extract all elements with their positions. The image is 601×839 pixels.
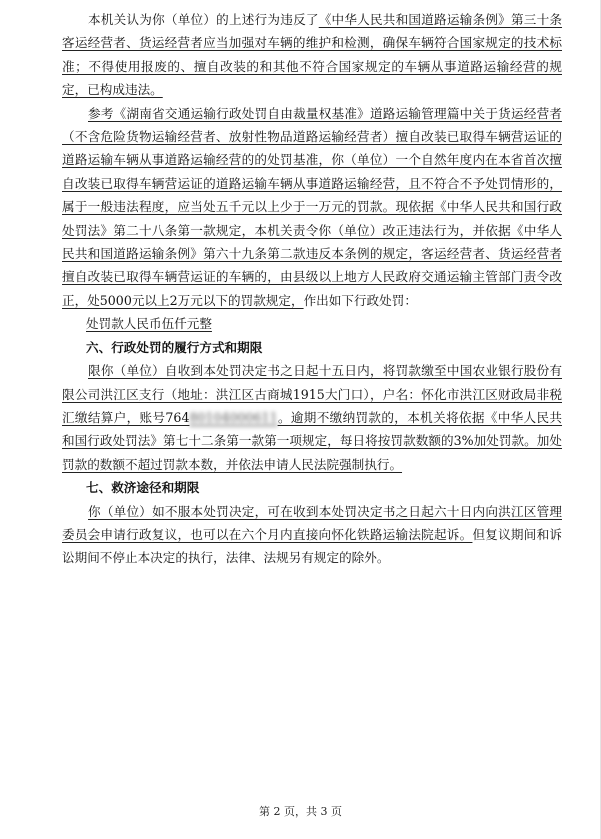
masked-account-number: 80104000611 [189,409,278,425]
penalty-amount: 处罚款人民币伍仟元整 [86,316,212,332]
paragraph-remedy [62,500,562,570]
paragraph-payment [62,359,562,476]
paragraph-violation [62,8,562,102]
remedy-text: 你（单位）如不服本处罚决定，可在收到本处罚决定书之日起六十日内向洪江区管理委员会申请行政复议，也可以在六个月内直接向怀化铁路运输法院起诉。 [62,503,562,542]
page-number-footer: 第 2 页，共 3 页 [259,805,342,818]
paragraph-basis [62,102,562,313]
document-body [62,8,562,570]
payment-text: 限你（单位）自收到本处罚决定书之日起十五日内，将罚款缴至中国农业银行股份有限公司洪江区支行（地址：洪江区古商城1915大门口），户名：怀化市洪江区财政局非税汇缴结算户，账号764 [62,363,562,425]
violation-text: 本机关认为你（单位）的上述行为违反了 [88,12,319,27]
section-6-heading: 六、行政处罚的履行方式和期限 [86,339,263,355]
basis-reference-text: 参考《湖南省交通运输行政处罚自由裁量权基准》道路运输管理篇中关于货运经营者（不含危险货物运输经营者、放射性物品道路运输经营者）擅自改装已取得车辆营运证的道路运输车辆从事道路运输经营的的处罚基准，你（单位）一个自然年度内在本省首次擅自改装已取得车辆营运证的道路运输车辆从事道路运输经营，且不符合不予处罚情形的，属于一般违法程度，应当处五千元以上少于一万元的罚款。 [62,105,562,215]
basis-law-text: 现依据《中华人民共和国行政处罚法》第二十八条第一款规定，本机关责令你（单位）改正违法行为，并依据《中华人民共和国道路运输条例》第六十九条第二款违反本条例的规定，客运经营者、货运经营者擅自改装已取得车辆营运证的车辆的，由县级以上地方人民政府交通运输主管部门责令改正，处5000元以上2万元以下的罚款规定， [62,199,563,308]
section-7-heading: 七、救济途径和期限 [86,480,200,496]
basis-decision-text: 作出如下行政处罚： [303,292,417,308]
late-fee-text: 。逾期不缴纳罚款的，本机关将依据《中华人民共和国行政处罚法》第七十二条第一款第一项规定，每日将按罚款数额的3%加处罚款。加处罚款的数额不超过罚款本数，并依法申请人民法院强制执行。 [62,409,563,472]
violation-regulation-text: 《中华人民共和国道路运输条例》第三十条客运经营者、货运经营者应当加强对车辆的维护和检测，确保车辆符合国家规定的技术标准；不得使用报废的、擅自改装的和其他不符合国家规定的车辆从事道路运输经营的规定，已构成违法。 [62,12,563,98]
remedy-note-text: 但复议期间和诉讼期间不停止本决定的执行，法律、法规另有规定的除外。 [62,526,563,566]
